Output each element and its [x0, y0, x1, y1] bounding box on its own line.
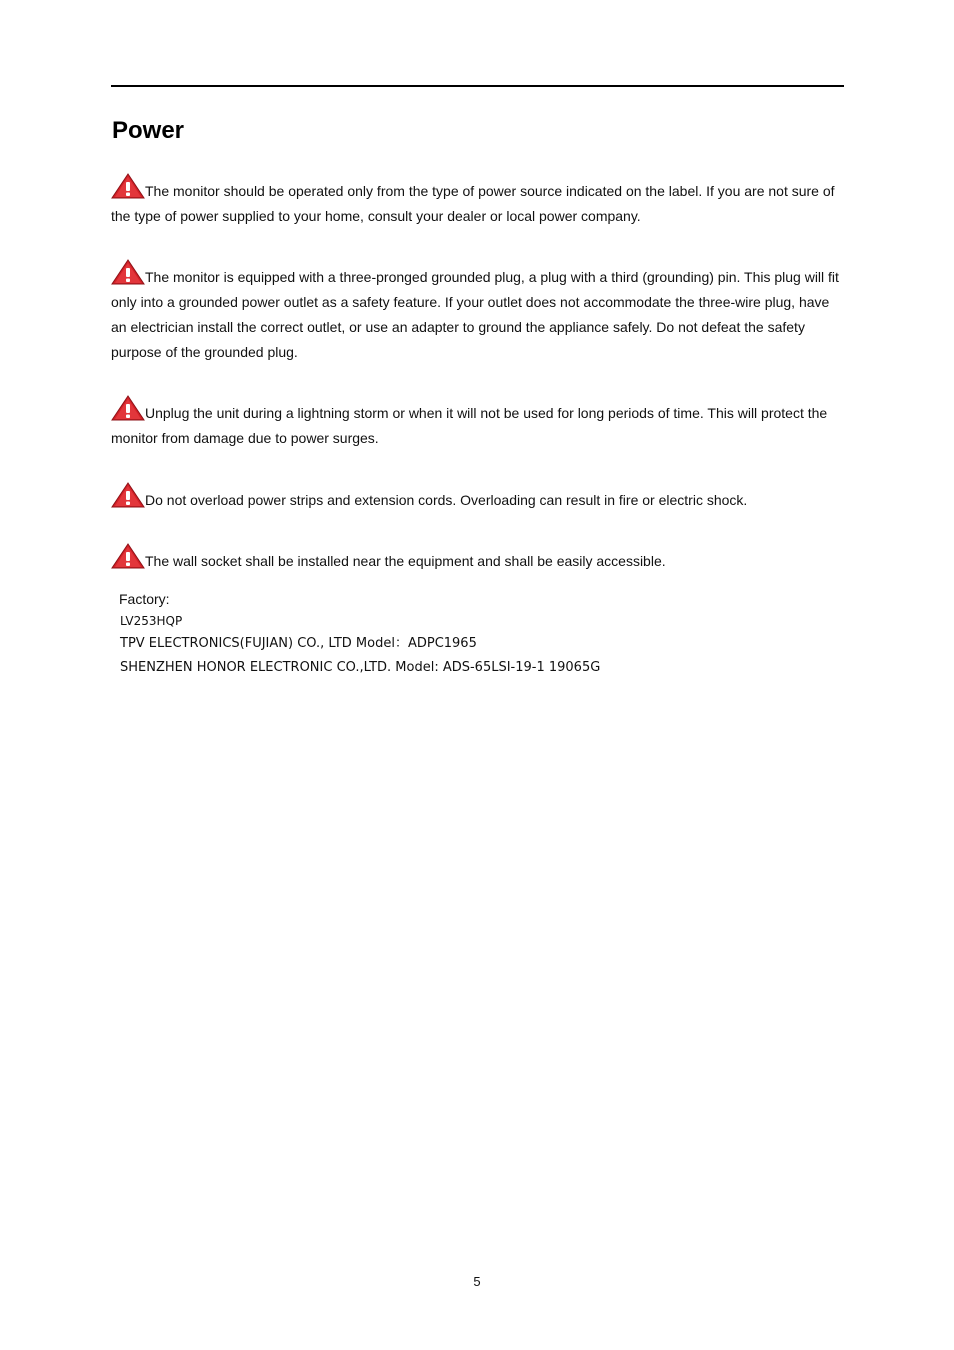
warning-paragraph	[111, 259, 846, 365]
warning-text: The monitor should be operated only from the type of power source indicated on the label. If you are not sure of the type of power supplied to your home, consult your dealer or local power company.	[111, 183, 835, 224]
warning-text: The monitor is equipped with a three-pronged grounded plug, a plug with a third (grounding) pin. This plug will fit only into a grounded power outlet as a safety feature. If your outlet does not accommodate the three-wire plug, have an electrician install the correct outlet, or use an adapter to ground the appliance safely. Do not defeat the safety purpose of the grounded plug.	[111, 269, 839, 360]
factory-line: SHENZHEN HONOR ELECTRONIC CO.,LTD. Model: ADS-65LSI-19-1 19065G	[120, 660, 601, 675]
warning-paragraph	[111, 395, 846, 451]
warning-text: The wall socket shall be installed near the equipment and shall be easily accessible.	[145, 553, 666, 569]
warning-triangle-icon	[111, 543, 145, 569]
warning-triangle-icon	[111, 173, 145, 199]
header-rule	[111, 85, 844, 87]
warning-paragraph	[111, 543, 846, 574]
page-number: 5	[473, 1274, 481, 1289]
factory-model: LV253HQP	[120, 614, 183, 628]
factory-line: TPV ELECTRONICS(FUJIAN) CO., LTD Model：ADPC1965	[120, 636, 477, 651]
warning-paragraph	[111, 482, 846, 513]
warning-text: Unplug the unit during a lightning storm or when it will not be used for long periods of time. This will protect the monitor from damage due to power surges.	[111, 405, 828, 446]
warning-triangle-icon	[111, 395, 145, 421]
factory-info	[119, 588, 839, 680]
warning-text: Do not overload power strips and extension cords. Overloading can result in fire or electric shock.	[145, 492, 748, 508]
warning-triangle-icon	[111, 259, 145, 285]
warning-triangle-icon	[111, 482, 145, 508]
warning-paragraph	[111, 173, 846, 229]
page-title: Power	[112, 117, 185, 144]
factory-label: Factory:	[119, 591, 170, 607]
